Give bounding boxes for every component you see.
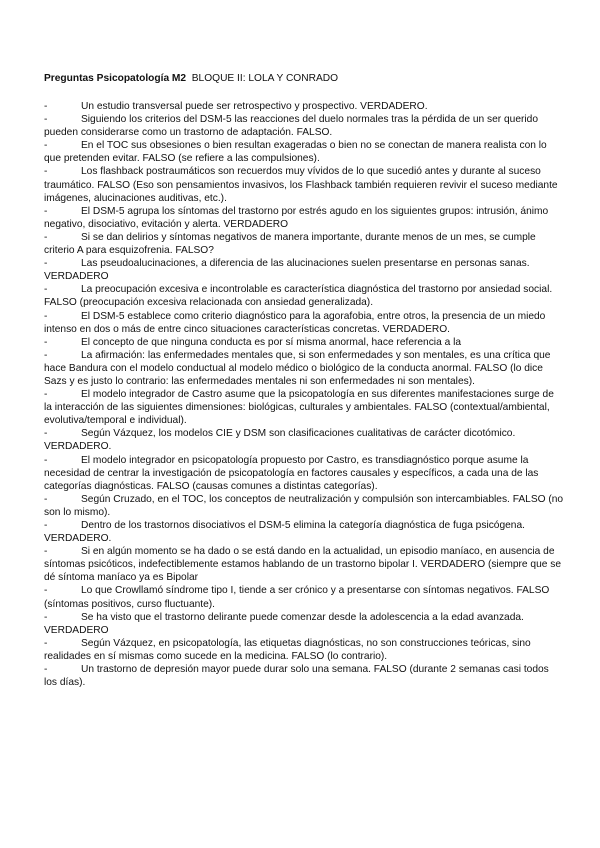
bullet-dash: - (44, 166, 48, 178)
list-item (44, 205, 564, 231)
list-item-text: Se ha visto que el trastorno delirante puede comenzar desde la adolescencia a la edad avanzada. VERDADERO (44, 611, 524, 636)
list-item-text: Lo que Crowllamó síndrome tipo I, tiende a ser crónico y a presentarse con síntomas negativos. FALSO (síntomas positivos, curso fluctuante). (44, 585, 550, 610)
list-item (44, 584, 564, 610)
list-item-text: El DSM-5 agrupa los síntomas del trastorno por estrés agudo en los siguientes grupos: intrusión, ánimo negativo, disociativo, evitación y alerta. VERDADERO (44, 205, 549, 230)
bullet-dash: - (44, 585, 48, 597)
list-item (44, 519, 564, 545)
list-item-text: La preocupación excesiva e incontrolable es característica diagnóstica del trastorno por ansiedad social. FALSO (preocupación excesiva relacionada con ansiedad generalizada). (44, 284, 553, 309)
list-item-text: Un trastorno de depresión mayor puede durar solo una semana. FALSO (durante 2 semanas casi todos los días). (44, 664, 549, 689)
list-item (44, 165, 564, 204)
bullet-dash: - (44, 336, 48, 348)
list-item (44, 283, 564, 309)
bullet-dash: - (44, 454, 48, 466)
bullet-dash: - (44, 428, 48, 440)
list-item-text: El modelo integrador de Castro asume que la psicopatología en sus diferentes manifestaciones surge de la interacción de las siguientes dimensiones: biológicas, culturales y ambientales. FALSO (contextual/ambiental, evolutiva/temporal e individual). (44, 389, 554, 427)
list-item (44, 388, 564, 427)
list-item (44, 100, 564, 113)
list-item (44, 637, 564, 663)
list-item (44, 663, 564, 689)
list-item-text: Un estudio transversal puede ser retrospectivo y prospectivo. VERDADERO. (81, 101, 428, 112)
list-item (44, 493, 564, 519)
list-item (44, 336, 564, 349)
list-item-text: Si en algún momento se ha dado o se está dando en la actualidad, un episodio maníaco, en ausencia de síntomas psicóticos, indefectiblemente estamos hablando de un trastorno bipolar I. VERDADERO (siempre que se dé síntoma maníaco ya es Bipolar (44, 546, 561, 584)
list-item (44, 545, 564, 584)
list-item-text: Según Cruzado, en el TOC, los conceptos de neutralización y compulsión son intercambiables. FALSO (no son lo mismo). (44, 493, 564, 518)
list-item (44, 231, 564, 257)
title-block: BLOQUE II: LOLA Y CONRADO (191, 73, 339, 84)
list-item-text: En el TOC sus obsesiones o bien resultan exageradas o bien no se conectan de manera realista con lo que pretenden evitar. FALSO (se refiere a las compulsiones). (44, 140, 547, 165)
list-item (44, 349, 564, 388)
bullet-dash: - (44, 205, 48, 217)
list-item-text: Según Vázquez, los modelos CIE y DSM son clasificaciones cualitativas de carácter dicotómico. VERDADERO. (44, 428, 516, 453)
list-item (44, 611, 564, 637)
list-item-text: Si se dan delirios y síntomas negativos de manera importante, durante menos de un mes, se cumple criterio A para esquizofrenia. FALSO? (44, 231, 536, 257)
page-title (44, 72, 338, 85)
bullet-dash: - (44, 140, 48, 152)
list-item-text: Dentro de los trastornos disociativos el DSM-5 elimina la categoría diagnóstica de fuga psicógena. VERDADERO. (44, 520, 525, 545)
list-item-text: Según Vázquez, en psicopatología, las etiquetas diagnósticas, no son construcciones teóricas, sino realidades en sí mismas como sucede en la medicina. FALSO (lo contrario). (44, 637, 531, 662)
bullet-dash: - (44, 231, 48, 243)
question-list (44, 100, 564, 689)
list-item-text: El modelo integrador en psicopatología propuesto por Castro, es transdiagnóstico porque asume la necesidad de centrar la investigación de psicopatología en factores causales y específicos, a cada una de las categorías diagnósticas. FALSO (causas comunes a distintas categorías). (44, 454, 539, 492)
list-item (44, 113, 564, 139)
bullet-dash: - (44, 520, 48, 531)
bullet-dash: - (44, 389, 48, 401)
list-item (44, 139, 564, 165)
bullet-dash: - (44, 258, 48, 270)
bullet-dash: - (44, 493, 48, 505)
bullet-dash: - (44, 101, 48, 112)
list-item-text: Siguiendo los criterios del DSM-5 las reacciones del duelo normales tras la pérdida de un ser querido pueden considerarse como un trastorno de adaptación. FALSO. (44, 114, 538, 139)
list-item-text: La afirmación: las enfermedades mentales que, si son enfermedades y son mentales, es una crítica que hace Bandura con el modelo conductual al modelo médico o biológico de la conducta anormal. FALSO (lo dice Sazs y es justo lo contrario: las enfermedades mentales ni son enfermedades ni son mentales). (44, 349, 551, 387)
bullet-dash: - (44, 114, 48, 126)
bullet-dash: - (44, 664, 48, 676)
bullet-dash: - (44, 546, 48, 558)
list-item (44, 427, 564, 453)
list-item-text: Los flashback postraumáticos son recuerdos muy vívidos de lo que sucedió antes y durante al suceso traumático. FALSO (Eso son pensamientos invasivos, los Flashback también requieren revivir el suceso mediante imágenes, alucinaciones auditivas, etc.). (44, 166, 558, 204)
list-item (44, 310, 564, 336)
bullet-dash: - (44, 611, 48, 623)
list-item-text: Las pseudoalucinaciones, a diferencia de las alucinaciones suelen presentarse en personas sanas. VERDADERO (44, 258, 530, 283)
bullet-dash: - (44, 310, 48, 322)
list-item-text: El DSM-5 establece como criterio diagnóstico para la agorafobia, entre otros, la presencia de un miedo intenso en dos o más de entre cinco situaciones características concretas. VERDADERO. (44, 310, 546, 335)
list-item-text: El concepto de que ninguna conducta es por sí misma anormal, hace referencia a la (81, 336, 461, 348)
bullet-dash: - (44, 637, 48, 649)
title-bold: Preguntas Psicopatología M2 (44, 73, 187, 84)
list-item (44, 257, 564, 283)
bullet-dash: - (44, 349, 48, 361)
bullet-dash: - (44, 284, 48, 296)
list-item (44, 454, 564, 493)
